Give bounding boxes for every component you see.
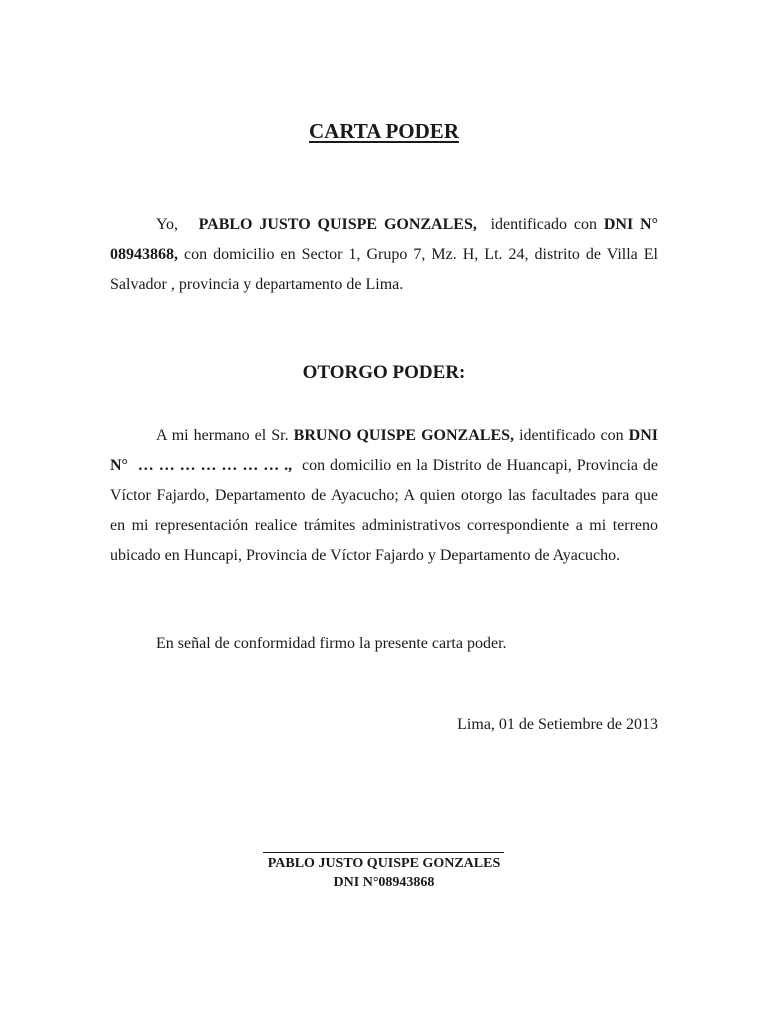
grantor-identified-text: identificado con [490,216,597,233]
attorney-identified-text: identificado con [519,427,624,444]
conformity-paragraph [110,629,658,659]
signature-name: PABLO JUSTO QUISPE GONZALES [267,856,501,871]
attorney-dni-label: DNI N° [110,427,659,474]
attorney-name: BRUNO QUISPE GONZALES, [293,427,515,444]
signature-line [263,852,504,853]
grantor-dni: DNI N° 08943868, [110,216,659,263]
attorney-paragraph [110,421,658,571]
grant-subtitle: OTORGO PODER: [302,362,466,383]
grantor-opening: Yo, [156,216,178,233]
document-title: CARTA PODER [309,119,459,143]
grantor-paragraph [110,210,658,300]
document-date: Lima, 01 de Setiembre de 2013 [457,716,658,733]
attorney-dni-blank: … … … … … … … ., [137,457,293,474]
signature-dni: DNI N°08943868 [333,875,435,890]
attorney-details-text: con domicilio en la Distrito de Huancapi, Provincia de Víctor Fajardo, Departamento de Ayacucho; A quien otorgo las facultades para que en mi representación realice trámites administrativos correspondiente a mi terreno ubicado en Huncapi, Provincia de Víctor Fajardo y Departamento de Ayacucho. [110,457,659,564]
conformity-text: En señal de conformidad firmo la presente carta poder. [156,635,507,652]
grantor-name: PABLO JUSTO QUISPE GONZALES, [198,216,477,233]
grantor-address-text: con domicilio en Sector 1, Grupo 7, Mz. H, Lt. 24, distrito de Villa El Salvador , provincia y departamento de Lima. [110,246,658,293]
attorney-opening: A mi hermano el Sr. [156,427,289,444]
